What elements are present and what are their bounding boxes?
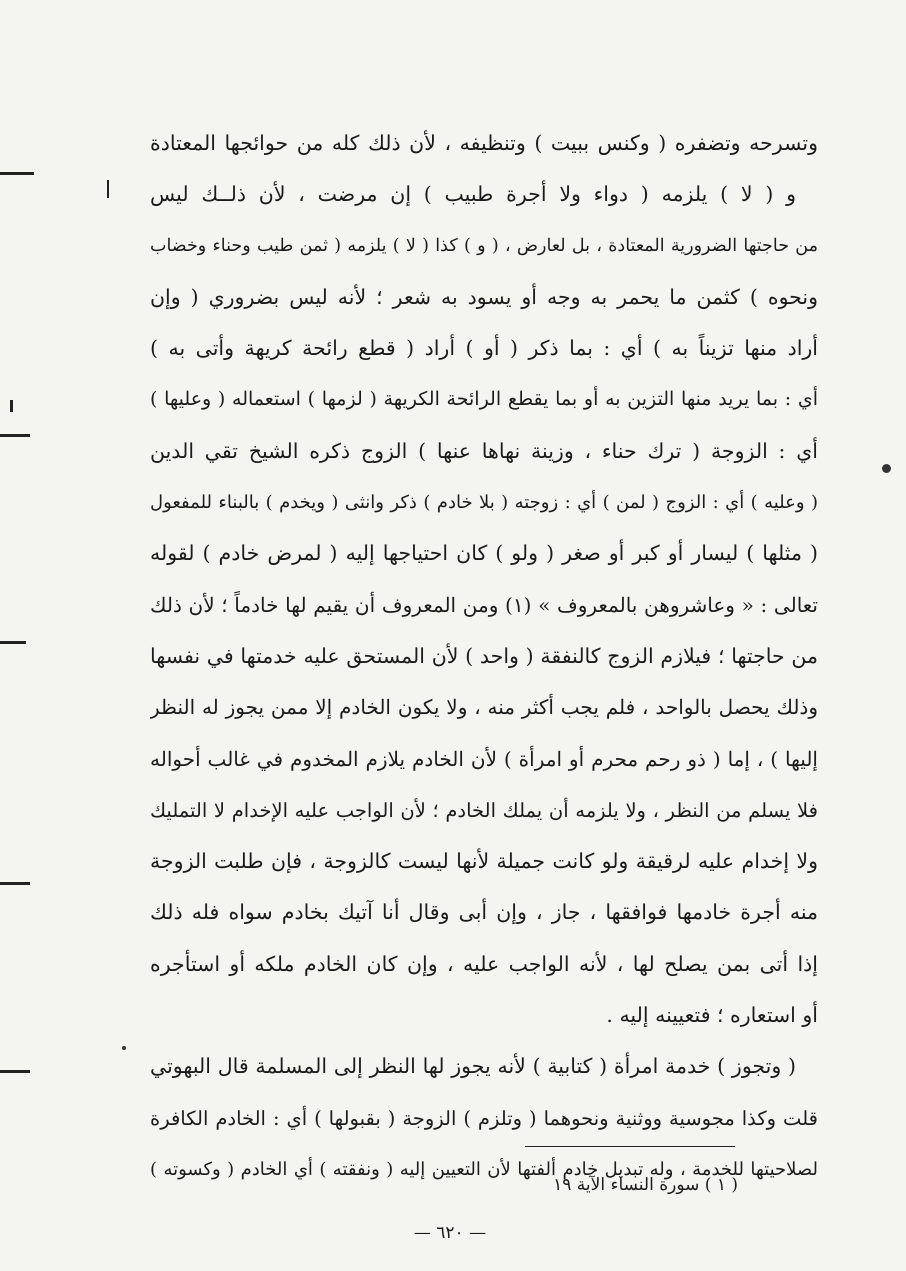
main-text-block [150,118,818,1195]
text-line-13: إليها ) ، إما ( ذو رحم محرم أو امرأة ) لأن الخادم يلازم المخدوم في غالب أحواله [150,746,818,771]
text-line-1: وتسرحه وتضفره ( وكنس ببيت ) وتنظيفه ، لأن ذلك كله من حوائجها المعتادة [150,131,818,155]
text-line-19: ( وتجوز ) خدمة امرأة ( كتابية ) لأنه يجوز لها النظر إلى المسلمة قال البهوتي [150,1054,796,1079]
scan-edge-mark [0,1070,30,1073]
scan-edge-mark [107,180,109,198]
text-line-7: أي : الزوجة ( ترك حناء ، وزينة نهاها عنها ) الزوج ذكره الشيخ تقي الدين [150,438,818,463]
page-number: — ٦٢٠ — [413,1223,487,1243]
scan-edge-mark [10,400,13,412]
scan-speck [122,1046,126,1050]
text-line-16: منه أجرة خادمها فوافقها ، جاز ، وإن أبى وقال أنا آتيك بخادم سواه فله ذلك [150,900,818,925]
text-line-17: إذا أتى بمن يصلح لها ، لأنه الواجب عليه ، وإن كان الخادم ملكه أو استأجره [150,951,818,976]
text-line-8: ( وعليه ) أي : الزوج ( لمن ) أي : زوجته ( بلا خادم ) ذكر وانثى ( ويخدم ) بالبناء للمفعول [150,492,818,514]
text-line-6: أي : بما يريد منها التزين به أو بما يقطع الرائحة الكريهة ( لزمها ) استعماله ( وعليها ) [150,388,818,411]
text-line-5: أراد منها تزيناً به ) أي : بما ذكر ( أو ) أراد ( قطع رائحة كريهة وأتى به ) [150,336,818,361]
text-line-20: قلت وكذا مجوسية ووثنية ونحوهما ( وتلزم ) الزوجة ( بقبولها ) أي : الخادم الكافرة [150,1106,818,1130]
text-line-2: و ( لا ) يلزمه ( دواء ولا أجرة طبيب ) إن مرضت ، لأن ذلــك ليس [150,182,796,207]
scan-edge-mark [0,641,26,644]
text-line-10: تعالى : « وعاشروهن بالمعروف » (١) ومن المعروف أن يقيم لها خادماً ؛ لأن ذلك [150,592,818,617]
scan-speck [882,464,891,473]
text-line-12: وذلك يحصل بالواحد ، فلم يجب أكثر منه ، ولا يكون الخادم إلا ممن يجوز له النظر [150,695,818,720]
text-line-4: ونحوه ) كثمن ما يحمر به وجه أو يسود به شعر ؛ لأنه ليس بضروري ( وإن [150,284,818,309]
text-line-9: ( مثلها ) ليسار أو كبر أو صغر ( ولو ) كان احتياجها إليه ( لمرض خادم ) لقوله [150,541,818,566]
scan-edge-mark [0,172,34,175]
footnote: ( ١ ) سورة النساء الآية ١٩ [553,1175,738,1195]
scan-edge-mark [0,434,30,437]
text-line-21: لصلاحيتها للخدمة ، وله تبديل خادم ألفتها لأن التعيين إليه ( ونفقته ) أي الخادم ( وكسوته ) [150,1158,818,1180]
footnote-divider [525,1146,735,1147]
text-line-18: أو استعاره ؛ فتعيينه إليه . [606,1003,818,1028]
text-line-14: فلا يسلم من النظر ، ولا يلزمه أن يملك الخادم ؛ لأن الواجب عليه الإخدام لا التمليك [150,798,818,822]
text-line-11: من حاجتها ؛ فيلازم الزوج كالنفقة ( واحد ) لأن المستحق عليه خدمتها في نفسها [150,643,818,668]
text-line-3: من حاجتها الضرورية المعتادة ، بل لعارض ، ( و ) كذا ( لا ) يلزمه ( ثمن طيب وحناء وخضاب [150,235,818,256]
text-line-15: ولا إخدام عليه لرقيقة ولو كانت جميلة لأنها ليست كالزوجة ، فإن طلبت الزوجة [150,849,818,874]
scan-edge-mark [0,882,30,885]
